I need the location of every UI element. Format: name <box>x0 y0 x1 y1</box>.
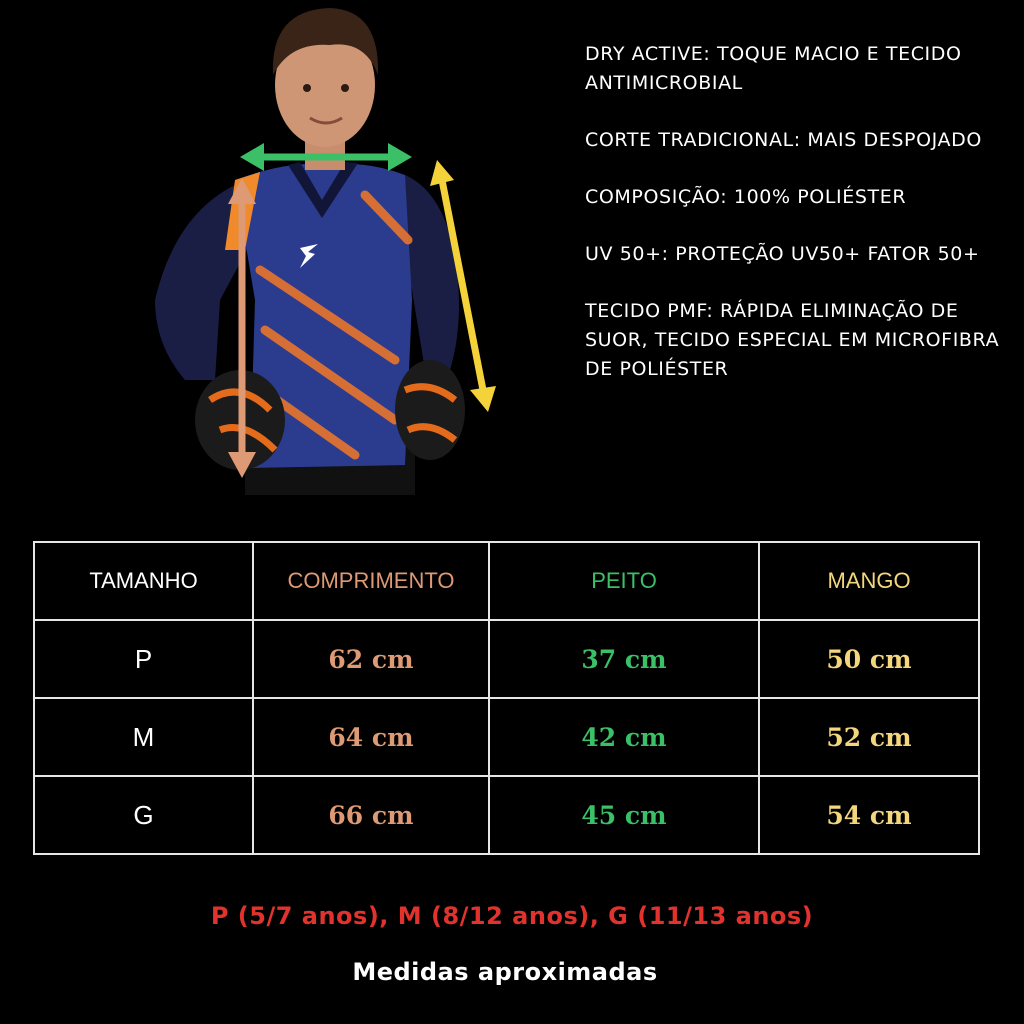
header-mango: MANGO <box>759 542 979 620</box>
header-peito: PEITO <box>489 542 759 620</box>
comprimento-cell: 66 cm <box>253 776 489 854</box>
table-row <box>34 620 979 698</box>
size-table <box>33 541 980 855</box>
product-photo <box>140 0 520 500</box>
feature-item: UV 50+: PROTEÇÃO UV50+ FATOR 50+ <box>585 243 980 265</box>
header-comprimento: COMPRIMENTO <box>253 542 489 620</box>
size-cell: P <box>34 620 253 698</box>
table-row <box>34 776 979 854</box>
size-cell: M <box>34 698 253 776</box>
feature-item: DRY ACTIVE: TOQUE MACIO E TECIDO ANTIMICROBIAL <box>585 43 962 94</box>
table-row <box>34 698 979 776</box>
feature-item: TECIDO PMF: RÁPIDA ELIMINAÇÃO DE SUOR, TECIDO ESPECIAL EM MICROFIBRA DE POLIÉSTER <box>585 300 1000 380</box>
feature-list <box>585 40 1005 412</box>
feature-item: CORTE TRADICIONAL: MAIS DESPOJADO <box>585 129 982 151</box>
peito-cell: 42 cm <box>489 698 759 776</box>
feature-item: COMPOSIÇÃO: 100% POLIÉSTER <box>585 186 907 208</box>
approximate-measures-note: Medidas aproximadas <box>352 958 658 986</box>
right-glove <box>395 360 465 460</box>
mango-cell: 50 cm <box>759 620 979 698</box>
header-tamanho: TAMANHO <box>34 542 253 620</box>
comprimento-cell: 64 cm <box>253 698 489 776</box>
table-header-row <box>34 542 979 620</box>
mango-cell: 54 cm <box>759 776 979 854</box>
mango-cell: 52 cm <box>759 698 979 776</box>
comprimento-cell: 62 cm <box>253 620 489 698</box>
peito-cell: 45 cm <box>489 776 759 854</box>
size-cell: G <box>34 776 253 854</box>
peito-cell: 37 cm <box>489 620 759 698</box>
age-range-note: P (5/7 anos), M (8/12 anos), G (11/13 anos) <box>210 902 814 930</box>
